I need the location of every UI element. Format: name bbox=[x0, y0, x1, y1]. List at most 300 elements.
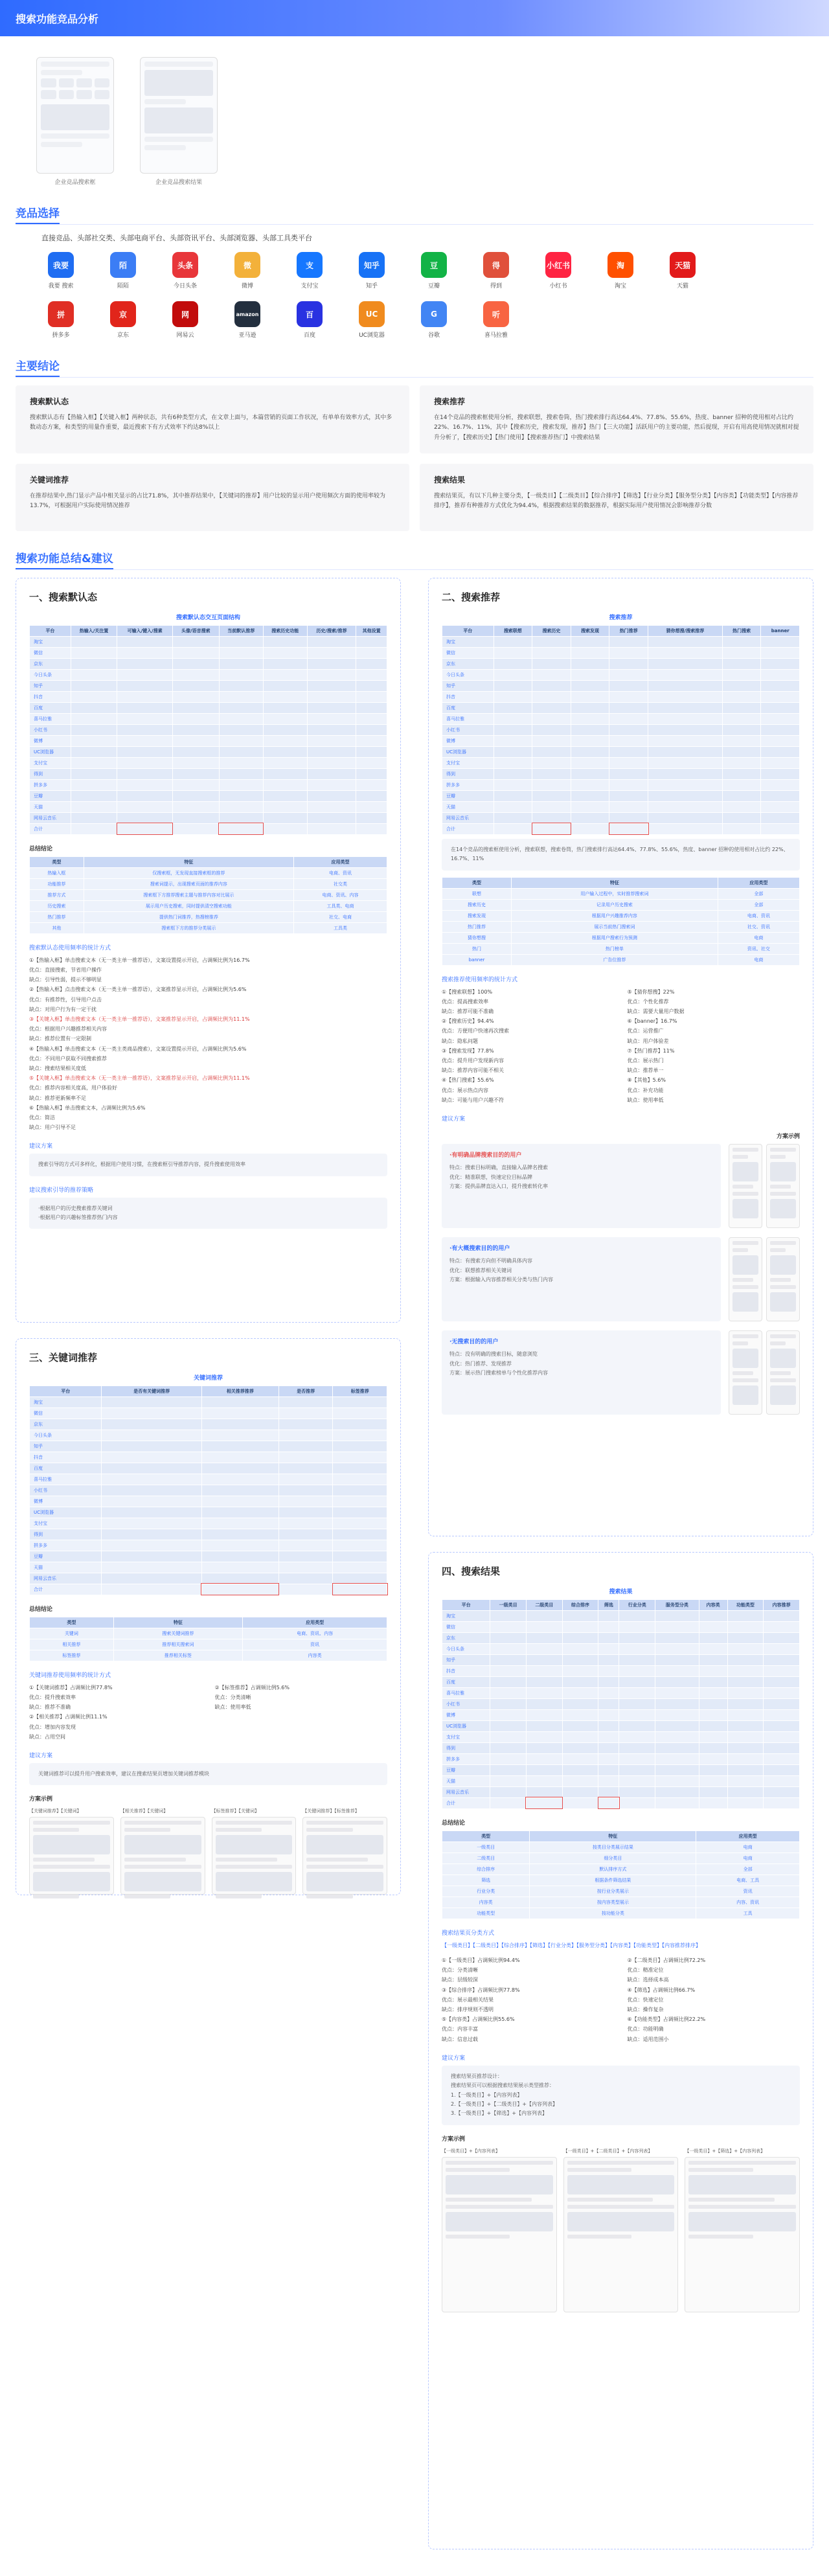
table-cell bbox=[562, 1764, 598, 1775]
table-row bbox=[30, 691, 387, 702]
table-cell bbox=[562, 1643, 598, 1654]
app-name: 拼多多 bbox=[52, 332, 70, 339]
screen-mockup bbox=[766, 1330, 800, 1415]
section-title-platforms: 竞品选择 bbox=[16, 186, 813, 225]
table-row bbox=[30, 680, 387, 691]
suggestion-screens bbox=[729, 1144, 800, 1228]
analysis-list bbox=[29, 955, 387, 1132]
table-cell bbox=[71, 724, 117, 735]
table-cell-platform: 知乎 bbox=[30, 1441, 102, 1452]
table-row bbox=[442, 1676, 800, 1687]
type-feature: 提供热门词推荐，热搜榜推荐 bbox=[84, 911, 293, 922]
app-item[interactable] bbox=[539, 252, 578, 290]
suggestion-screens bbox=[729, 1237, 800, 1321]
app-item[interactable] bbox=[41, 301, 80, 339]
table-cell bbox=[699, 1687, 727, 1698]
table-row bbox=[30, 1419, 387, 1430]
type-feature: 用户输入过程中，实时推荐搜索词 bbox=[512, 888, 718, 899]
table-cell bbox=[490, 1698, 527, 1709]
table-cell bbox=[619, 1621, 655, 1632]
table-cell bbox=[648, 746, 723, 757]
table-cell bbox=[356, 702, 387, 713]
table-cell bbox=[609, 680, 648, 691]
suggestion-title: ·有大概搜索目的的用户 bbox=[449, 1245, 510, 1252]
table-cell bbox=[764, 1775, 800, 1786]
table-cell-platform: 知乎 bbox=[442, 680, 494, 691]
app-item[interactable] bbox=[166, 252, 205, 290]
thumb-caption: 企业竞品搜索框 bbox=[54, 179, 96, 186]
suggestion bbox=[442, 1330, 800, 1415]
table-cell bbox=[722, 691, 761, 702]
table-cell bbox=[727, 1731, 764, 1742]
table-row bbox=[442, 713, 800, 724]
analysis-item: ②【相关推荐】占调频比例11.1% bbox=[29, 1714, 108, 1720]
app-item[interactable] bbox=[290, 252, 329, 290]
type-feature: 搜索词提示，出现搜索页面的推荐内容 bbox=[84, 878, 293, 889]
analysis-item: 缺点：搜索结果相关度低 bbox=[29, 1065, 86, 1071]
app-item[interactable] bbox=[352, 252, 391, 290]
table-cell bbox=[201, 1507, 278, 1518]
table-cell-platform: 豆瓣 bbox=[30, 1551, 102, 1562]
app-icon: 我要 bbox=[48, 252, 74, 278]
type-name: 一级类目 bbox=[442, 1841, 530, 1852]
table-cell bbox=[761, 801, 800, 812]
app-icon: UC bbox=[359, 301, 385, 327]
table-row bbox=[442, 702, 800, 713]
table-cell bbox=[764, 1698, 800, 1709]
table-cell-platform: 今日头条 bbox=[30, 1430, 102, 1441]
table-cell bbox=[494, 713, 532, 724]
type-feature: 展示用户历史搜索，同时提供清空搜索功能 bbox=[84, 900, 293, 911]
analysis-item: ⑤【猜你想搜】22% bbox=[627, 988, 675, 995]
table-cell bbox=[699, 1632, 727, 1643]
type-name: banner bbox=[442, 954, 512, 965]
table-cell bbox=[219, 735, 263, 746]
table-cell bbox=[102, 1452, 201, 1463]
table-cell bbox=[278, 1496, 333, 1507]
table-cell bbox=[699, 1720, 727, 1731]
table-cell bbox=[526, 1698, 562, 1709]
table-header: 二级类目 bbox=[526, 1599, 562, 1610]
analysis-item: 缺点：需要大量用户数据 bbox=[627, 1009, 685, 1015]
type-feature: 根据用户兴趣推荐内容 bbox=[512, 910, 718, 921]
table-cell bbox=[655, 1753, 699, 1764]
table-row bbox=[442, 801, 800, 812]
table-row bbox=[30, 823, 387, 834]
table-cell bbox=[648, 636, 723, 647]
advice-title: 建议搜索引导的推荐策略 bbox=[29, 1187, 94, 1194]
app-item[interactable] bbox=[166, 301, 205, 339]
tag-list: 【一级类目】【二级类目】【综合排序】【筛选】【行业分类】【服务型分类】【内容类】【功能类型】【内容推荐排序】 bbox=[442, 1942, 701, 1948]
app-item[interactable] bbox=[477, 301, 516, 339]
table-cell bbox=[761, 669, 800, 680]
table-cell bbox=[71, 702, 117, 713]
app-item[interactable] bbox=[228, 301, 267, 339]
table-header: 其他设置 bbox=[356, 625, 387, 636]
table-cell bbox=[494, 669, 532, 680]
table-cell bbox=[333, 1408, 387, 1419]
analysis-item: 缺点：用户引导不足 bbox=[29, 1124, 76, 1131]
table-cell bbox=[172, 647, 219, 658]
table-cell bbox=[598, 1797, 619, 1808]
table-cell bbox=[356, 647, 387, 658]
table-cell bbox=[201, 1452, 278, 1463]
table-cell bbox=[494, 702, 532, 713]
table-cell bbox=[307, 812, 356, 823]
table-cell bbox=[699, 1742, 727, 1753]
app-name: 得到 bbox=[490, 283, 502, 290]
app-item[interactable] bbox=[352, 301, 391, 339]
table-cell-platform: 淘宝 bbox=[442, 636, 494, 647]
table-cell bbox=[307, 746, 356, 757]
type-name: 内容类 bbox=[442, 1897, 530, 1908]
analysis-item: ①【热输入框】单击搜索文本（无一类主单一推荐语），文案设置提示开启，占调频比例为16.7% bbox=[29, 957, 250, 963]
table-cell bbox=[598, 1654, 619, 1665]
thumb-caption: 企业竞品搜索结果 bbox=[155, 179, 202, 186]
app-item[interactable] bbox=[290, 301, 329, 339]
screen-mockup bbox=[766, 1144, 800, 1228]
analysis-item: 缺点：引导性弱，提示不够明显 bbox=[29, 977, 102, 983]
table-cell bbox=[727, 1775, 764, 1786]
type-usage: 电商 bbox=[696, 1852, 800, 1864]
app-item[interactable] bbox=[663, 252, 702, 290]
analysis-item: 缺点：层级较深 bbox=[442, 1977, 478, 1983]
table-cell bbox=[71, 713, 117, 724]
table-cell bbox=[609, 724, 648, 735]
type-usage: 电商、资讯 bbox=[294, 867, 387, 878]
table-cell bbox=[761, 636, 800, 647]
table-cell bbox=[764, 1654, 800, 1665]
analysis-item: 缺点：推荐可能不准确 bbox=[442, 1009, 494, 1015]
table-cell bbox=[333, 1540, 387, 1551]
type-name: 搜索发现 bbox=[442, 910, 512, 921]
table-cell bbox=[722, 801, 761, 812]
table-cell bbox=[761, 647, 800, 658]
table-row bbox=[30, 702, 387, 713]
table-cell bbox=[172, 680, 219, 691]
table-cell bbox=[356, 790, 387, 801]
table-cell bbox=[219, 647, 263, 658]
demo-caption: 【一级类目】+【内容列表】 bbox=[442, 2148, 500, 2154]
app-item[interactable] bbox=[104, 252, 142, 290]
table-cell bbox=[609, 713, 648, 724]
app-name: 谷歌 bbox=[427, 332, 440, 339]
table-row bbox=[442, 680, 800, 691]
table-cell bbox=[71, 669, 117, 680]
table-row bbox=[442, 1731, 800, 1742]
table-row bbox=[30, 1396, 387, 1408]
table-cell bbox=[263, 680, 307, 691]
table-cell bbox=[764, 1665, 800, 1676]
summary-note: 在14个竞品的搜索框使用分析，搜索联想，搜索卷筒，热门搜索排行高达64.4%、77.8%、55.6%，热度、banner 招种的使用相对占比约 22%、16.7%、11% bbox=[442, 839, 800, 871]
table-cell bbox=[722, 779, 761, 790]
table-cell bbox=[648, 669, 723, 680]
matrix-table bbox=[442, 1599, 800, 1809]
panel-result bbox=[428, 1552, 813, 2549]
table-cell bbox=[219, 702, 263, 713]
table-cell bbox=[526, 1665, 562, 1676]
table-cell bbox=[598, 1709, 619, 1720]
app-icon: 听 bbox=[483, 301, 509, 327]
table-cell bbox=[333, 1441, 387, 1452]
table-cell bbox=[571, 647, 609, 658]
app-item[interactable] bbox=[414, 252, 453, 290]
table-cell-platform: 小红书 bbox=[442, 724, 494, 735]
table-cell bbox=[490, 1786, 527, 1797]
table-row bbox=[30, 812, 387, 823]
app-item[interactable] bbox=[104, 301, 142, 339]
table-cell bbox=[761, 812, 800, 823]
table-cell bbox=[278, 1518, 333, 1529]
type-usage: 全部 bbox=[718, 899, 799, 910]
table-row bbox=[442, 1786, 800, 1797]
demo-caption: 【关键词推荐】【关键词】 bbox=[29, 1808, 82, 1814]
table-cell bbox=[526, 1676, 562, 1687]
table-cell bbox=[655, 1687, 699, 1698]
analysis-list-right bbox=[215, 1683, 388, 1742]
sub-title: 总结结论 bbox=[29, 845, 53, 852]
table-row bbox=[30, 1441, 387, 1452]
table-cell bbox=[764, 1764, 800, 1775]
table-caption: 搜索推荐 bbox=[609, 614, 633, 621]
analysis-item: 缺点：可能与用户兴趣不符 bbox=[442, 1097, 504, 1103]
advice-note: 搜索结果页推荐设计： 搜索结果页可以根据搜索结果展示类型推荐： 1.【一级类目】+【内容列表】 2.【一级类目】+【二级类目】+【内容列表】 3.【一级类目】+【筛选】+【内容列表】 bbox=[442, 2066, 800, 2125]
app-icon: 拼 bbox=[48, 301, 74, 327]
analysis-list-left bbox=[29, 1683, 202, 1742]
table-cell bbox=[201, 1430, 278, 1441]
table-cell bbox=[699, 1775, 727, 1786]
app-icon: 淘 bbox=[608, 252, 633, 278]
table-row bbox=[30, 900, 387, 911]
table-header: 可输入/键入/搜素 bbox=[117, 625, 173, 636]
table-row bbox=[442, 1797, 800, 1808]
app-item[interactable] bbox=[41, 252, 80, 290]
table-cell bbox=[532, 691, 571, 702]
app-name: 天猫 bbox=[676, 283, 688, 290]
type-feature: 按行业分类展示 bbox=[530, 1886, 696, 1897]
table-cell bbox=[356, 691, 387, 702]
table-cell bbox=[494, 801, 532, 812]
table-cell bbox=[761, 735, 800, 746]
table-cell bbox=[356, 669, 387, 680]
panel-recommend bbox=[428, 578, 813, 1536]
table-cell bbox=[761, 713, 800, 724]
table-row bbox=[30, 878, 387, 889]
table-cell bbox=[609, 669, 648, 680]
suggestion-text: 特点：搜索目标明确，直接输入品牌名搜索 优化：精准联想，快速定位目标品牌 方案：提供品牌直达入口，提升搜索转化率 bbox=[449, 1165, 548, 1189]
table-row bbox=[30, 768, 387, 779]
table-cell bbox=[655, 1709, 699, 1720]
type-usage: 社交、电商 bbox=[294, 911, 387, 922]
analysis-item: 缺点：占用空间 bbox=[29, 1733, 65, 1740]
table-row bbox=[442, 1897, 800, 1908]
type-feature: 展示当前热门搜索词 bbox=[512, 921, 718, 932]
table-cell bbox=[764, 1720, 800, 1731]
table-cell bbox=[307, 757, 356, 768]
table-cell bbox=[201, 1562, 278, 1573]
analysis-item: 优点：补充功能 bbox=[627, 1087, 664, 1093]
table-cell bbox=[490, 1665, 527, 1676]
table-cell bbox=[619, 1742, 655, 1753]
table-header: 历史/搜索/推荐 bbox=[307, 625, 356, 636]
table-cell bbox=[71, 658, 117, 669]
table-cell-platform: 天猫 bbox=[442, 1775, 490, 1786]
type-name: 关键词 bbox=[30, 1628, 114, 1639]
analysis-item: 优点：推荐内容相关度高，用户体验好 bbox=[29, 1085, 117, 1091]
type-usage: 电商、工具 bbox=[696, 1875, 800, 1886]
table-row bbox=[30, 1551, 387, 1562]
table-cell bbox=[722, 790, 761, 801]
table-cell bbox=[609, 812, 648, 823]
table-cell bbox=[201, 1496, 278, 1507]
table-header: 特征 bbox=[113, 1617, 243, 1628]
table-cell bbox=[609, 746, 648, 757]
analysis-item: ⑥【banner】16.7% bbox=[627, 1018, 677, 1025]
table-header: 搜索历史功能 bbox=[263, 625, 307, 636]
table-cell bbox=[609, 823, 648, 834]
table-cell-platform: 拼多多 bbox=[442, 779, 494, 790]
table-header: 功能类型 bbox=[727, 1599, 764, 1610]
suggestion bbox=[442, 1237, 800, 1321]
table-cell bbox=[71, 779, 117, 790]
table-cell bbox=[699, 1764, 727, 1775]
type-usage: 电商、资讯、内容 bbox=[243, 1628, 387, 1639]
table-cell bbox=[71, 680, 117, 691]
analysis-item: ⑧【其他】5.6% bbox=[627, 1077, 666, 1084]
table-cell bbox=[609, 647, 648, 658]
table-cell bbox=[761, 779, 800, 790]
table-header: 类型 bbox=[30, 1617, 114, 1628]
analysis-item: 优点：展示热门 bbox=[627, 1057, 664, 1064]
app-item[interactable] bbox=[414, 301, 453, 339]
demo-row bbox=[442, 2148, 800, 2312]
type-usage: 全部 bbox=[718, 888, 799, 899]
table-cell bbox=[263, 647, 307, 658]
type-name: 其他 bbox=[30, 922, 84, 933]
table-cell bbox=[307, 790, 356, 801]
type-feature: 细分类目 bbox=[530, 1852, 696, 1864]
app-icon: 陌 bbox=[110, 252, 136, 278]
table-cell bbox=[219, 746, 263, 757]
table-cell-platform: 京东 bbox=[30, 1419, 102, 1430]
table-cell bbox=[71, 757, 117, 768]
table-cell bbox=[722, 702, 761, 713]
table-header: 类型 bbox=[30, 856, 84, 867]
app-icon: 百 bbox=[297, 301, 323, 327]
phone-mockup bbox=[140, 57, 218, 174]
table-cell bbox=[494, 647, 532, 658]
table-cell bbox=[699, 1731, 727, 1742]
table-cell bbox=[102, 1507, 201, 1518]
table-cell bbox=[648, 779, 723, 790]
table-cell-platform: 天猫 bbox=[30, 801, 71, 812]
table-cell-platform: 抖音 bbox=[30, 691, 71, 702]
table-row bbox=[442, 636, 800, 647]
table-caption: 搜索默认态交互页面结构 bbox=[176, 614, 240, 621]
suggestion-card bbox=[442, 1237, 721, 1321]
intro-thumbnails bbox=[0, 36, 829, 186]
app-icon: G bbox=[421, 301, 447, 327]
table-row bbox=[442, 1775, 800, 1786]
table-row bbox=[442, 1643, 800, 1654]
demo-item bbox=[685, 2148, 800, 2312]
table-cell bbox=[201, 1474, 278, 1485]
table-cell bbox=[102, 1463, 201, 1474]
table-cell bbox=[278, 1452, 333, 1463]
table-cell bbox=[722, 746, 761, 757]
table-row bbox=[30, 801, 387, 812]
table-cell-platform: 支付宝 bbox=[442, 757, 494, 768]
table-cell-platform: 合计 bbox=[30, 823, 71, 834]
analysis-item: 缺点：用户体验差 bbox=[627, 1038, 669, 1044]
table-cell-platform: 抖音 bbox=[30, 1452, 102, 1463]
table-cell bbox=[102, 1540, 201, 1551]
table-cell bbox=[219, 713, 263, 724]
table-cell bbox=[278, 1419, 333, 1430]
analysis-title: 搜索结果页分类方式 bbox=[442, 1930, 495, 1937]
table-cell bbox=[532, 658, 571, 669]
table-cell bbox=[278, 1507, 333, 1518]
table-cell bbox=[699, 1698, 727, 1709]
type-usage: 工具类 bbox=[294, 922, 387, 933]
table-row bbox=[442, 1875, 800, 1886]
table-cell-platform: 小红书 bbox=[442, 1698, 490, 1709]
suggestion bbox=[442, 1144, 800, 1228]
table-cell bbox=[562, 1709, 598, 1720]
table-cell bbox=[655, 1643, 699, 1654]
table-cell bbox=[648, 680, 723, 691]
analysis-item: 优点：功能明确 bbox=[627, 2026, 664, 2033]
analysis-item: 优点：分类清晰 bbox=[442, 1967, 478, 1974]
table-header: 相关推荐推荐 bbox=[201, 1385, 278, 1396]
table-cell bbox=[619, 1654, 655, 1665]
app-item[interactable] bbox=[601, 252, 640, 290]
analysis-list-right bbox=[628, 1955, 801, 2044]
suggestion-card bbox=[442, 1330, 721, 1415]
demo-caption: 【一级类目】+【二级类目】+【内容列表】 bbox=[563, 2148, 653, 2154]
analysis-item: 缺点：推荐不准确 bbox=[29, 1704, 71, 1711]
suggestion-title: ·有明确品牌搜索目的的用户 bbox=[449, 1152, 522, 1159]
app-item[interactable] bbox=[228, 252, 267, 290]
table-cell bbox=[117, 823, 173, 834]
table-cell bbox=[619, 1775, 655, 1786]
app-grid bbox=[41, 252, 813, 339]
analysis-item: 优点：快速定位 bbox=[627, 1996, 664, 2003]
analysis-item: ②【二级类目】占调频比例72.2% bbox=[627, 1957, 706, 1964]
table-cell bbox=[761, 768, 800, 779]
table-cell bbox=[619, 1720, 655, 1731]
suggestion-card bbox=[442, 1144, 721, 1228]
table-cell bbox=[278, 1441, 333, 1452]
table-cell bbox=[619, 1632, 655, 1643]
table-cell bbox=[307, 724, 356, 735]
table-cell bbox=[494, 757, 532, 768]
table-cell bbox=[117, 746, 173, 757]
app-icon: 豆 bbox=[421, 252, 447, 278]
table-cell bbox=[727, 1621, 764, 1632]
table-row bbox=[442, 746, 800, 757]
table-cell bbox=[117, 658, 173, 669]
table-cell-platform: 豆瓣 bbox=[442, 1764, 490, 1775]
app-item[interactable] bbox=[477, 252, 516, 290]
table-row bbox=[30, 757, 387, 768]
table-header: banner bbox=[761, 625, 800, 636]
analysis-list-left bbox=[442, 987, 615, 1105]
type-name: 热门推荐 bbox=[442, 921, 512, 932]
table-cell bbox=[598, 1665, 619, 1676]
table-cell bbox=[598, 1643, 619, 1654]
table-cell bbox=[356, 746, 387, 757]
